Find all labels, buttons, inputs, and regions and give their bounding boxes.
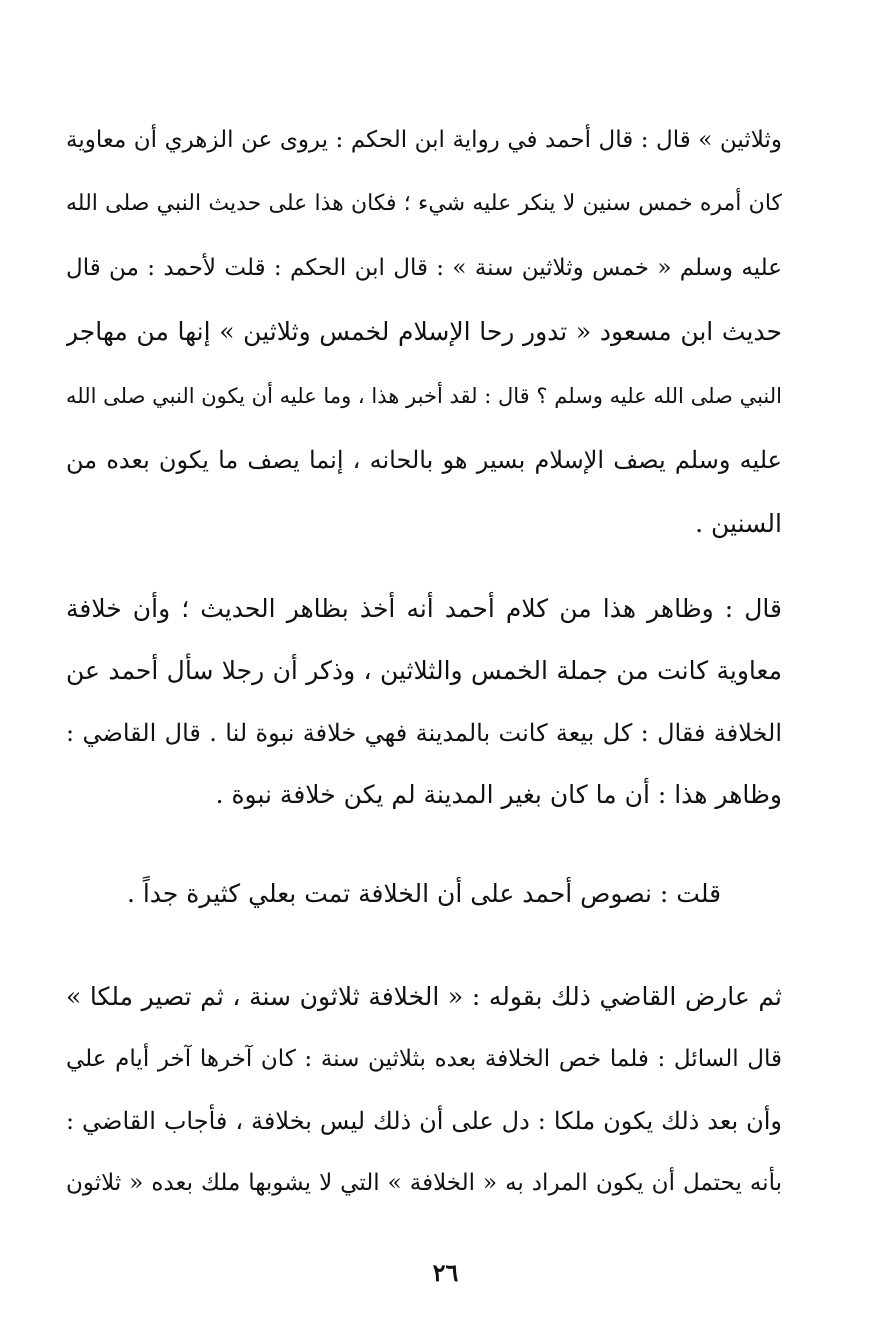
paragraph-3 xyxy=(66,862,782,926)
text-line: الخلافة فقال : كل بيعة كانت بالمدينة فهي خلافة نبوة لنا . قال القاضي : xyxy=(66,719,782,747)
text-line: وظاهر هذا : أن ما كان بغير المدينة لم يكن خلافة نبوة . xyxy=(215,780,782,809)
text-line: قلت : نصوص أحمد على أن الخلافة تمت بعلي كثيرة جداً . xyxy=(126,879,722,908)
text-line: ثم عارض القاضي ذلك بقوله : « الخلافة ثلاثون سنة ، ثم تصير ملكا » xyxy=(66,982,782,1011)
text-line: السنين . xyxy=(695,509,782,538)
text-line: وثلاثين » قال : قال أحمد في رواية ابن الحكم : يروى عن الزهري أن معاوية xyxy=(66,127,782,153)
text-line: حديث ابن مسعود « تدور رحا الإسلام لخمس وثلاثين » إنها من مهاجر xyxy=(66,317,782,346)
text-line: عليه وسلم « خمس وثلاثين سنة » : قال ابن الحكم : قلت لأحمد : من قال xyxy=(66,255,782,281)
text-line: كان أمره خمس سنين لا ينكر عليه شيء ؛ فكان هذا على حديث النبي صلى الله xyxy=(66,191,782,216)
text-line: قال : وظاهر هذا من كلام أحمد أنه أخذ بظاهر الحديث ؛ وأن خلافة xyxy=(66,594,782,623)
text-line: النبي صلى الله عليه وسلم ؟ قال : لقد أخبر هذا ، وما عليه أن يكون النبي صلى الله xyxy=(66,384,782,408)
text-line: بأنه يحتمل أن يكون المراد به « الخلافة » التي لا يشوبها ملك بعده « ثلاثون xyxy=(66,1170,782,1196)
text-line: قال السائل : فلما خص الخلافة بعده بثلاثين سنة : كان آخرها آخر أيام علي xyxy=(66,1046,782,1072)
page-number: ٢٦ xyxy=(432,1258,459,1287)
paragraph-2 xyxy=(66,578,782,826)
text-line: وأن بعد ذلك يكون ملكا : دل على أن ذلك ليس بخلافة ، فأجاب القاضي : xyxy=(66,1107,782,1135)
text-line: عليه وسلم يصف الإسلام بسير هو بالحانه ، إنما يصف ما يكون بعده من xyxy=(66,446,782,474)
paragraph-4 xyxy=(66,966,782,1214)
text-line: معاوية كانت من جملة الخمس والثلاثين ، وذكر أن رجلا سأل أحمد عن xyxy=(66,656,782,685)
paragraph-1 xyxy=(66,108,782,556)
